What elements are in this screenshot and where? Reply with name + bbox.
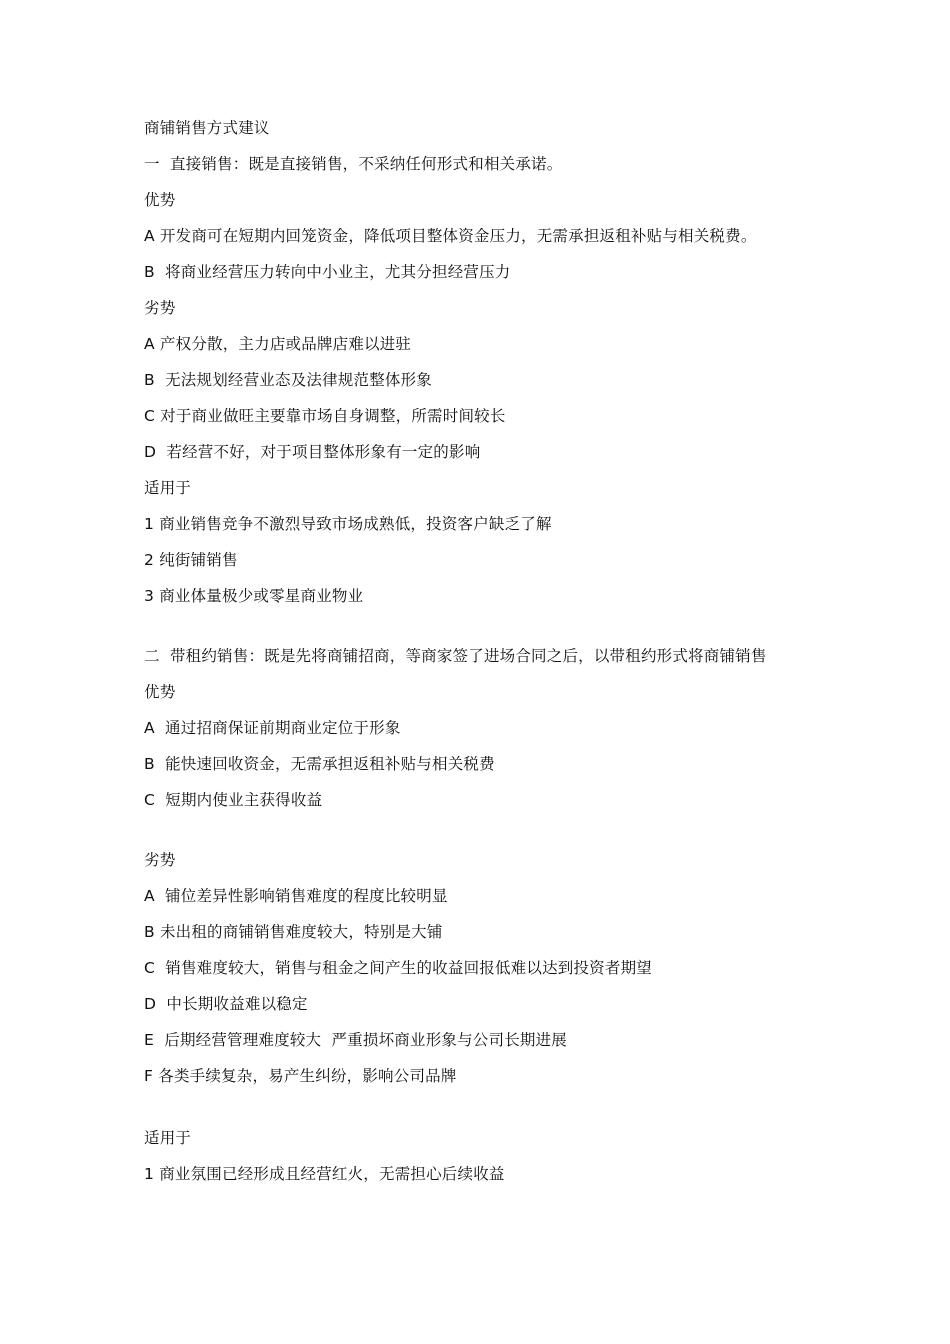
section1-disadvantage-item: D 若经营不好，对于项目整体形象有一定的影响 (144, 443, 481, 461)
section2-heading: 二 带租约销售：既是先将商铺招商，等商家签了进场合同之后，以带租约形式将商铺销售 (144, 647, 767, 665)
section2-disadvantage-item: B 未出租的商铺销售难度较大，特别是大铺 (144, 923, 443, 941)
section2-advantage-item: B 能快速回收资金，无需承担返租补贴与相关税费 (144, 755, 495, 773)
section2-applicable-label: 适用于 (144, 1129, 192, 1147)
section2-disadvantage-item: E 后期经营管理难度较大 严重损坏商业形象与公司长期进展 (144, 1031, 568, 1049)
section2-disadvantage-item: F 各类手续复杂，易产生纠纷，影响公司品牌 (144, 1067, 457, 1085)
section1-heading: 一 直接销售：既是直接销售，不采纳任何形式和相关承诺。 (144, 155, 563, 173)
section2-disadvantage-item: D 中长期收益难以稳定 (144, 995, 308, 1013)
section1-disadvantage-item: A 产权分散，主力店或品牌店难以进驻 (144, 335, 412, 353)
section2-disadvantages-label: 劣势 (144, 851, 176, 869)
section2-advantage-item: A 通过招商保证前期商业定位于形象 (144, 719, 401, 737)
section2-advantage-item: C 短期内使业主获得收益 (144, 791, 323, 809)
document-title: 商铺销售方式建议 (144, 119, 270, 137)
section1-advantage-item: A 开发商可在短期内回笼资金，降低项目整体资金压力，无需承担返租补贴与相关税费。 (144, 227, 757, 245)
section1-disadvantage-item: B 无法规划经营业态及法律规范整体形象 (144, 371, 432, 389)
section2-disadvantage-item: A 铺位差异性影响销售难度的程度比较明显 (144, 887, 448, 905)
section1-applicable-item: 2 纯街铺销售 (144, 551, 238, 569)
section1-applicable-label: 适用于 (144, 479, 192, 497)
section2-disadvantage-item: C 销售难度较大，销售与租金之间产生的收益回报低难以达到投资者期望 (144, 959, 652, 977)
section1-disadvantages-label: 劣势 (144, 299, 176, 317)
section1-disadvantage-item: C 对于商业做旺主要靠市场自身调整，所需时间较长 (144, 407, 506, 425)
section1-advantage-item: B 将商业经营压力转向中小业主，尤其分担经营压力 (144, 263, 511, 281)
section1-advantages-label: 优势 (144, 191, 176, 209)
section1-applicable-item: 3 商业体量极少或零星商业物业 (144, 587, 364, 605)
section1-applicable-item: 1 商业销售竞争不激烈导致市场成熟低，投资客户缺乏了解 (144, 515, 552, 533)
section2-applicable-item: 1 商业氛围已经形成且经营红火，无需担心后续收益 (144, 1165, 505, 1183)
section2-advantages-label: 优势 (144, 683, 176, 701)
